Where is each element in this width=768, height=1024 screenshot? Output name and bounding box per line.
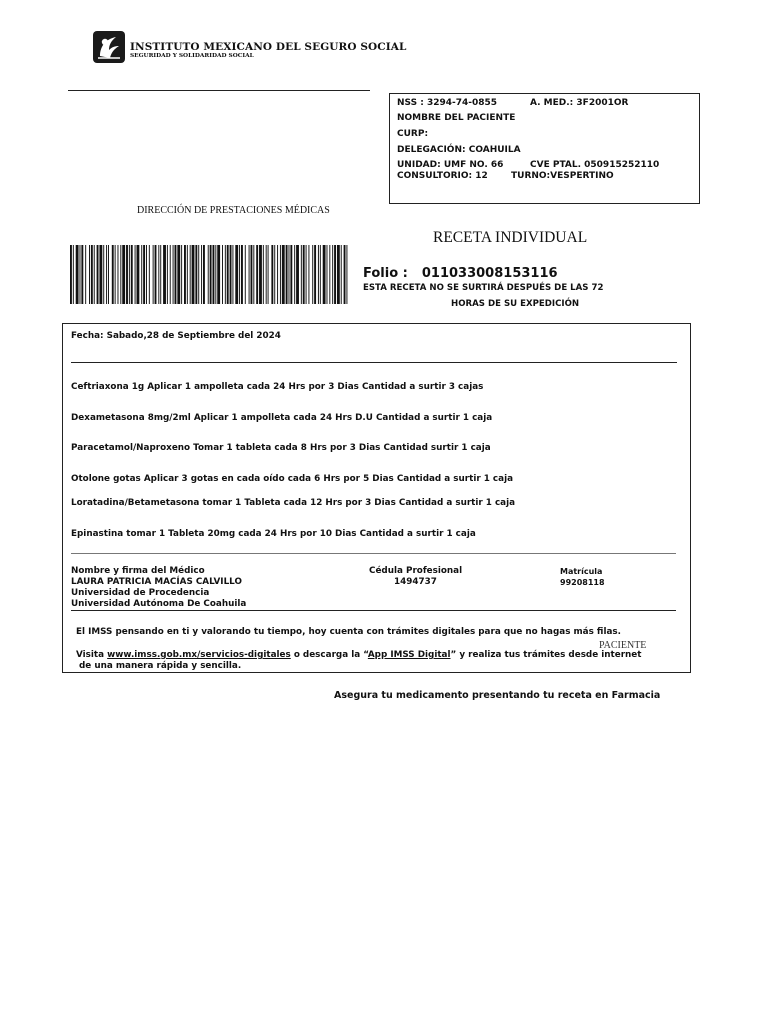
medications-divider xyxy=(71,553,676,554)
consultorio-field: CONSULTORIO: 12 xyxy=(397,171,488,181)
nss-field: NSS : 3294-74-0855 xyxy=(397,98,498,108)
doctor-divider xyxy=(71,610,676,611)
institution-name: INSTITUTO MEXICANO DEL SEGURO SOCIAL xyxy=(130,41,407,53)
turno-field: TURNO:VESPERTINO xyxy=(511,171,614,181)
date-divider xyxy=(71,362,677,363)
amed-field: A. MED.: 3F2001OR xyxy=(530,98,629,108)
unidad-field: UNIDAD: UMF NO. 66 xyxy=(397,160,504,170)
patient-info-box xyxy=(389,93,700,204)
direccion-label: DIRECCIÓN DE PRESTACIONES MÉDICAS xyxy=(137,205,330,216)
medication-item: Otolone gotas Aplicar 3 gotas en cada oído cada 6 Hrs por 5 Dias Cantidad a surtir 1 caja xyxy=(71,474,514,484)
doctor-university: Universidad Autónoma De Coahuila xyxy=(71,599,247,609)
folio-line xyxy=(363,266,558,281)
app-imss-digital-link[interactable]: App IMSS Digital xyxy=(367,650,451,660)
medication-item: Dexametasona 8mg/2ml Aplicar 1 ampolleta cada 24 Hrs D.U Cantidad a surtir 1 caja xyxy=(71,413,493,423)
visit-middle: o descarga la “ xyxy=(290,650,368,660)
prescription-box xyxy=(62,323,691,673)
matricula-number: 99208118 xyxy=(560,578,605,587)
header-divider xyxy=(68,90,370,91)
imss-digital-message: El IMSS pensando en ti y valorando tu tiempo, hoy cuenta con trámites digitales para que no hagas más filas. xyxy=(76,627,621,637)
visit-prefix: Visita xyxy=(76,650,108,660)
doctor-signature-label: Nombre y firma del Médico xyxy=(71,566,205,576)
cedula-label: Cédula Profesional xyxy=(369,566,463,576)
delegacion-field: DELEGACIÓN: COAHUILA xyxy=(397,145,521,155)
imss-logo-icon xyxy=(92,30,126,64)
doctor-name: LAURA PATRICIA MACÍAS CALVILLO xyxy=(71,577,242,587)
barcode xyxy=(70,245,348,304)
folio-label: Folio : xyxy=(363,266,408,281)
medication-item: Loratadina/Betametasona tomar 1 Tableta cada 12 Hrs por 3 Dias Cantidad a surtir 1 caja xyxy=(71,498,516,508)
university-label: Universidad de Procedencia xyxy=(71,588,210,598)
imss-digital-services-link[interactable]: www.imss.gob.mx/servicios-digitales xyxy=(107,650,291,660)
prescription-date: Fecha: Sabado,28 de Septiembre del 2024 xyxy=(71,331,281,341)
institution-tagline: SEGURIDAD Y SOLIDARIDAD SOCIAL xyxy=(130,53,254,59)
medication-item: Ceftriaxona 1g Aplicar 1 ampolleta cada 24 Hrs por 3 Dias Cantidad a surtir 3 cajas xyxy=(71,382,484,392)
folio-number: 011033008153116 xyxy=(421,266,558,281)
matricula-label: Matrícula xyxy=(560,567,603,576)
visit-line xyxy=(76,650,641,660)
pharmacy-notice: Asegura tu medicamento presentando tu receta en Farmacia xyxy=(334,690,661,701)
medication-item: Epinastina tomar 1 Tableta 20mg cada 24 Hrs por 10 Dias Cantidad a surtir 1 caja xyxy=(71,529,476,539)
patient-name-label: NOMBRE DEL PACIENTE xyxy=(397,113,516,123)
receta-title: RECETA INDIVIDUAL xyxy=(433,229,588,246)
visit-line-2: de una manera rápida y sencilla. xyxy=(79,661,242,671)
visit-suffix: ” y realiza tus trámites desde internet xyxy=(450,650,642,660)
paciente-copy-label: PACIENTE xyxy=(599,640,647,651)
cve-ptal-field: CVE PTAL. 050915252110 xyxy=(530,160,660,170)
expiry-notice-line2: HORAS DE SU EXPEDICIÓN xyxy=(451,299,580,309)
cedula-number: 1494737 xyxy=(394,577,437,587)
expiry-notice-line1: ESTA RECETA NO SE SURTIRÁ DESPUÉS DE LAS 72 xyxy=(363,283,604,293)
curp-field: CURP: xyxy=(397,129,429,139)
medication-item: Paracetamol/Naproxeno Tomar 1 tableta cada 8 Hrs por 3 Dias Cantidad surtir 1 caja xyxy=(71,443,491,453)
